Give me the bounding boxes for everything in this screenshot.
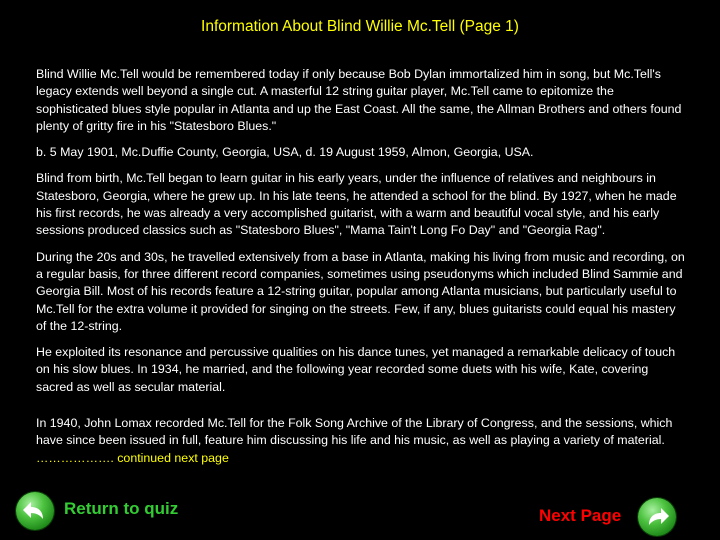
paragraph-early-years: Blind from birth, Mc.Tell began to learn guitar in his early years, under the influence of relatives and neighbours in Statesboro, Georgia, where he grew up. In his late teens, he attended a school for the blind. By 1927, when he made his first records, he was already a very accomplished guitarist, with a warm and beautiful vocal style, and his early sessions produced classics such as "Statesboro Blues", "Mama Tain't Long Fo Day" and "Georgia Rag". [36, 171, 677, 238]
paragraph-lomax [36, 415, 686, 467]
paragraph-intro: Blind Willie Mc.Tell would be remembered today if only because Bob Dylan immortalized him in song, but Mc.Tell's legacy extends well beyond a single cut. A masterful 12 string guitar player, Mc.Tell came to epitomize the sophisticated blues style popular in Atlanta and up the East Coast. All the same, the Allman Brothers and others found plenty of gritty fire in his "Statesboro Blues." [36, 67, 682, 133]
next-page-button[interactable] [638, 498, 676, 536]
back-arrow-icon [16, 492, 54, 530]
info-content [36, 66, 686, 476]
paragraph-birth-death: b. 5 May 1901, Mc.Duffie County, Georgia, USA, d. 19 August 1959, Almon, Georgia, USA. [36, 145, 534, 160]
paragraph-20s-30s: During the 20s and 30s, he travelled extensively from a base in Atlanta, making his living from music and recording, on a regular basis, for three different record companies, sometimes using pseudonyms which included Blind Sammie and Georgia Bill. Most of his records feature a 12-string guitar, popular among Atlanta musicians, but particularly useful to Mc.Tell for the extra volume it provided for singing on the streets. Few, if any, blues guitarists could equal his mastery of the 12-string. [36, 249, 685, 333]
return-to-quiz-button[interactable] [16, 492, 54, 530]
return-to-quiz-link[interactable]: Return to quiz [64, 499, 179, 518]
paragraph-lomax-text: In 1940, John Lomax recorded Mc.Tell for the Folk Song Archive of the Library of Congress, and the sessions, which have since been issued in full, feature him discussing his life and his music, as well as playing a variety of material. [36, 416, 673, 448]
paragraph-technique: He exploited its resonance and percussive qualities on his dance tunes, yet managed a remarkable delicacy of touch on his slow blues. In 1934, he married, and the following year recorded some duets with his wife, Kate, covering sacred as well as secular material. [36, 345, 676, 394]
next-page-link[interactable]: Next Page [539, 506, 622, 525]
forward-arrow-icon [638, 498, 676, 536]
page-title: Information About Blind Willie Mc.Tell (Page 1) [201, 18, 519, 35]
continued-note: ………………. continued next page [36, 450, 229, 465]
